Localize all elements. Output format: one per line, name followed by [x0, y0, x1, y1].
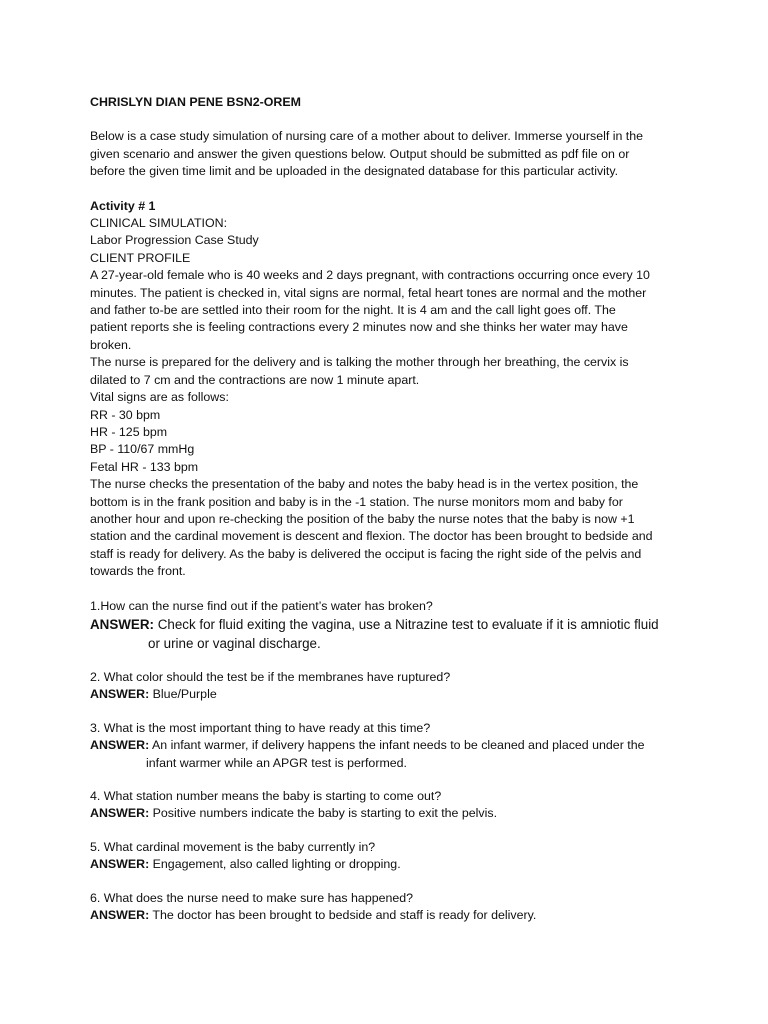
- profile-line: dilated to 7 cm and the contractions are now 1 minute apart.: [90, 372, 420, 387]
- intro-line: Below is a case study simulation of nursing care of a mother about to deliver. Immerse yourself in the: [90, 129, 644, 144]
- profile-line: broken.: [90, 337, 132, 352]
- vital-sign-line: RR - 30 bpm: [90, 407, 161, 422]
- answer-label: ANSWER:: [90, 857, 150, 872]
- profile-line: towards the front.: [90, 564, 186, 579]
- question-block: [90, 839, 680, 874]
- answer-line: [90, 686, 680, 703]
- answer-continuation: or urine or vaginal discharge.: [148, 635, 321, 651]
- profile-line: station and the cardinal movement is descent and flexion. The doctor has been brought to bedside and: [90, 529, 653, 544]
- profile-line: Vital signs are as follows:: [90, 390, 229, 405]
- activity-subheading: CLINICAL SIMULATION:: [90, 216, 228, 231]
- profile-line: patient reports she is feeling contractions every 2 minutes now and she thinks her water may have: [90, 320, 628, 335]
- vital-sign-line: Fetal HR - 133 bpm: [90, 459, 199, 474]
- answer-text: Engagement, also called lighting or dropping.: [152, 857, 401, 872]
- profile-line: and father to-be are settled into their room for the night. It is 4 am and the call light goes off. The: [90, 303, 616, 318]
- spacer: [90, 874, 680, 890]
- spacer: [90, 653, 680, 669]
- spacer: [90, 823, 680, 839]
- document-title: CHRISLYN DIAN PENE BSN2-OREM: [90, 95, 301, 109]
- profile-line: staff is ready for delivery. As the baby is delivered the occiput is facing the right side of the pelvis and: [90, 546, 642, 561]
- question-block: [90, 720, 680, 772]
- answer-text: Check for fluid exiting the vagina, use a Nitrazine test to evaluate if it is amniotic fluid: [157, 616, 659, 632]
- question-text: 4. What station number means the baby is starting to come out?: [90, 789, 442, 803]
- question-text: 1.How can the nurse find out if the patient’s water has broken?: [90, 598, 433, 613]
- profile-line: another hour and upon re-checking the position of the baby the nurse notes that the baby is now +1: [90, 511, 635, 526]
- question-block: [90, 598, 680, 653]
- profile-line: The nurse is prepared for the delivery and is talking the mother through her breathing, the cervix is: [90, 355, 629, 370]
- intro-line: given scenario and answer the given questions below. Output should be submitted as pdf file on or: [90, 146, 630, 161]
- activity-heading: Activity # 1: [90, 198, 156, 213]
- spacer: [90, 704, 680, 720]
- profile-line: bottom is in the frank position and baby is in the -1 station. The nurse monitors mom and baby for: [90, 494, 623, 509]
- question-text: 5. What cardinal movement is the baby currently in?: [90, 839, 376, 854]
- answer-label: ANSWER:: [90, 687, 150, 702]
- activity-subheading: Labor Progression Case Study: [90, 233, 259, 248]
- document-page: [90, 94, 680, 924]
- answer-label: ANSWER:: [90, 616, 154, 632]
- intro-line: before the given time limit and be uploaded in the designated database for this particular activity.: [90, 164, 619, 179]
- spacer: [90, 111, 680, 128]
- question-block: [90, 788, 680, 823]
- question-block: [90, 890, 680, 925]
- answer-line: [90, 907, 680, 924]
- question-text: 6. What does the nurse need to make sure has happened?: [90, 890, 414, 905]
- spacer: [90, 772, 680, 788]
- answer-line: [90, 856, 680, 873]
- activity-subheading: CLIENT PROFILE: [90, 250, 191, 265]
- answer-line: [90, 737, 680, 754]
- answer-continuation: infant warmer while an APGR test is performed.: [146, 755, 407, 770]
- profile-line: minutes. The patient is checked in, vital signs are normal, fetal heart tones are normal and the mother: [90, 285, 647, 300]
- profile-line: The nurse checks the presentation of the baby and notes the baby head is in the vertex position, the: [90, 477, 639, 492]
- answer-label: ANSWER:: [90, 806, 150, 821]
- question-text: 2. What color should the test be if the membranes have ruptured?: [90, 669, 451, 684]
- question-block: [90, 669, 680, 704]
- answer-text: The doctor has been brought to bedside and staff is ready for delivery.: [152, 908, 537, 923]
- profile-line: A 27-year-old female who is 40 weeks and 2 days pregnant, with contractions occurring once every 10: [90, 268, 650, 283]
- answer-text: Blue/Purple: [152, 687, 217, 702]
- spacer: [90, 581, 680, 598]
- spacer: [90, 181, 680, 198]
- answer-label: ANSWER:: [90, 908, 150, 923]
- vital-sign-line: BP - 110/67 mmHg: [90, 442, 195, 457]
- answer-text: An infant warmer, if delivery happens the infant needs to be cleaned and placed under the: [151, 738, 645, 753]
- answer-label: ANSWER:: [90, 738, 150, 753]
- answer-text: Positive numbers indicate the baby is starting to exit the pelvis.: [152, 806, 498, 821]
- question-text: 3. What is the most important thing to have ready at this time?: [90, 720, 431, 735]
- vital-sign-line: HR - 125 bpm: [90, 424, 168, 439]
- answer-line: [90, 615, 680, 634]
- answer-line: [90, 805, 680, 822]
